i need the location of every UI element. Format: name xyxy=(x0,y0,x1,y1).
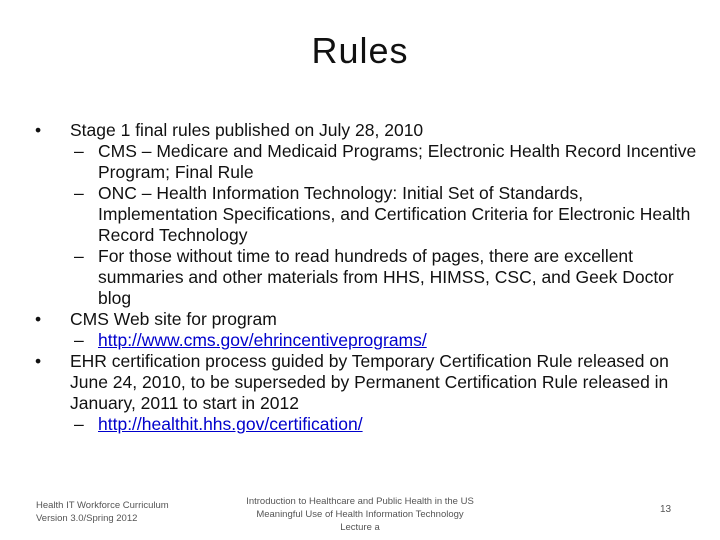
sub-bullet-certification-link-item xyxy=(30,414,700,435)
footer-version: Version 3.0/Spring 2012 xyxy=(36,513,138,524)
sub-bullet-cms-rule: – CMS – Medicare and Medicaid Programs; Electronic Health Record Incentive Program; Final Rule xyxy=(30,141,700,183)
bullet-cms-website: • CMS Web site for program xyxy=(30,309,700,330)
footer-course-info xyxy=(230,495,490,534)
sub-bullet-onc-rule: – ONC – Health Information Technology: Initial Set of Standards, Implementation Specifications, and Certification Criteria for Electronic Health Record Technology xyxy=(30,183,700,246)
sub-bullet-summaries: – For those without time to read hundreds of pages, there are excellent summaries and other materials from HHS, HIMSS, CSC, and Geek Doctor blog xyxy=(30,246,700,309)
footer-curriculum-name: Health IT Workforce Curriculum xyxy=(36,500,169,511)
slide-content xyxy=(30,120,700,435)
bullet-certification-process: • EHR certification process guided by Temporary Certification Rule released on June 24, 2010, to be superseded by Permanent Certification Rule released in January, 2011 to start in 2012 xyxy=(30,351,700,414)
healthit-certification-link[interactable]: http://healthit.hhs.gov/certification/ xyxy=(98,414,363,434)
bullet-stage1-rules: • Stage 1 final rules published on July 28, 2010 xyxy=(30,120,700,141)
footer-lecture: Lecture a xyxy=(340,522,380,533)
page-number: 13 xyxy=(660,504,672,515)
cms-ehr-incentive-link[interactable]: http://www.cms.gov/ehrincentiveprograms/ xyxy=(98,330,427,350)
footer-curriculum xyxy=(36,499,169,525)
footer-course-title: Introduction to Healthcare and Public Health in the US xyxy=(246,496,474,507)
footer-unit-title: Meaningful Use of Health Information Technology xyxy=(256,509,464,520)
slide-title: Rules xyxy=(311,30,409,71)
sub-bullet-cms-link-item xyxy=(30,330,700,351)
